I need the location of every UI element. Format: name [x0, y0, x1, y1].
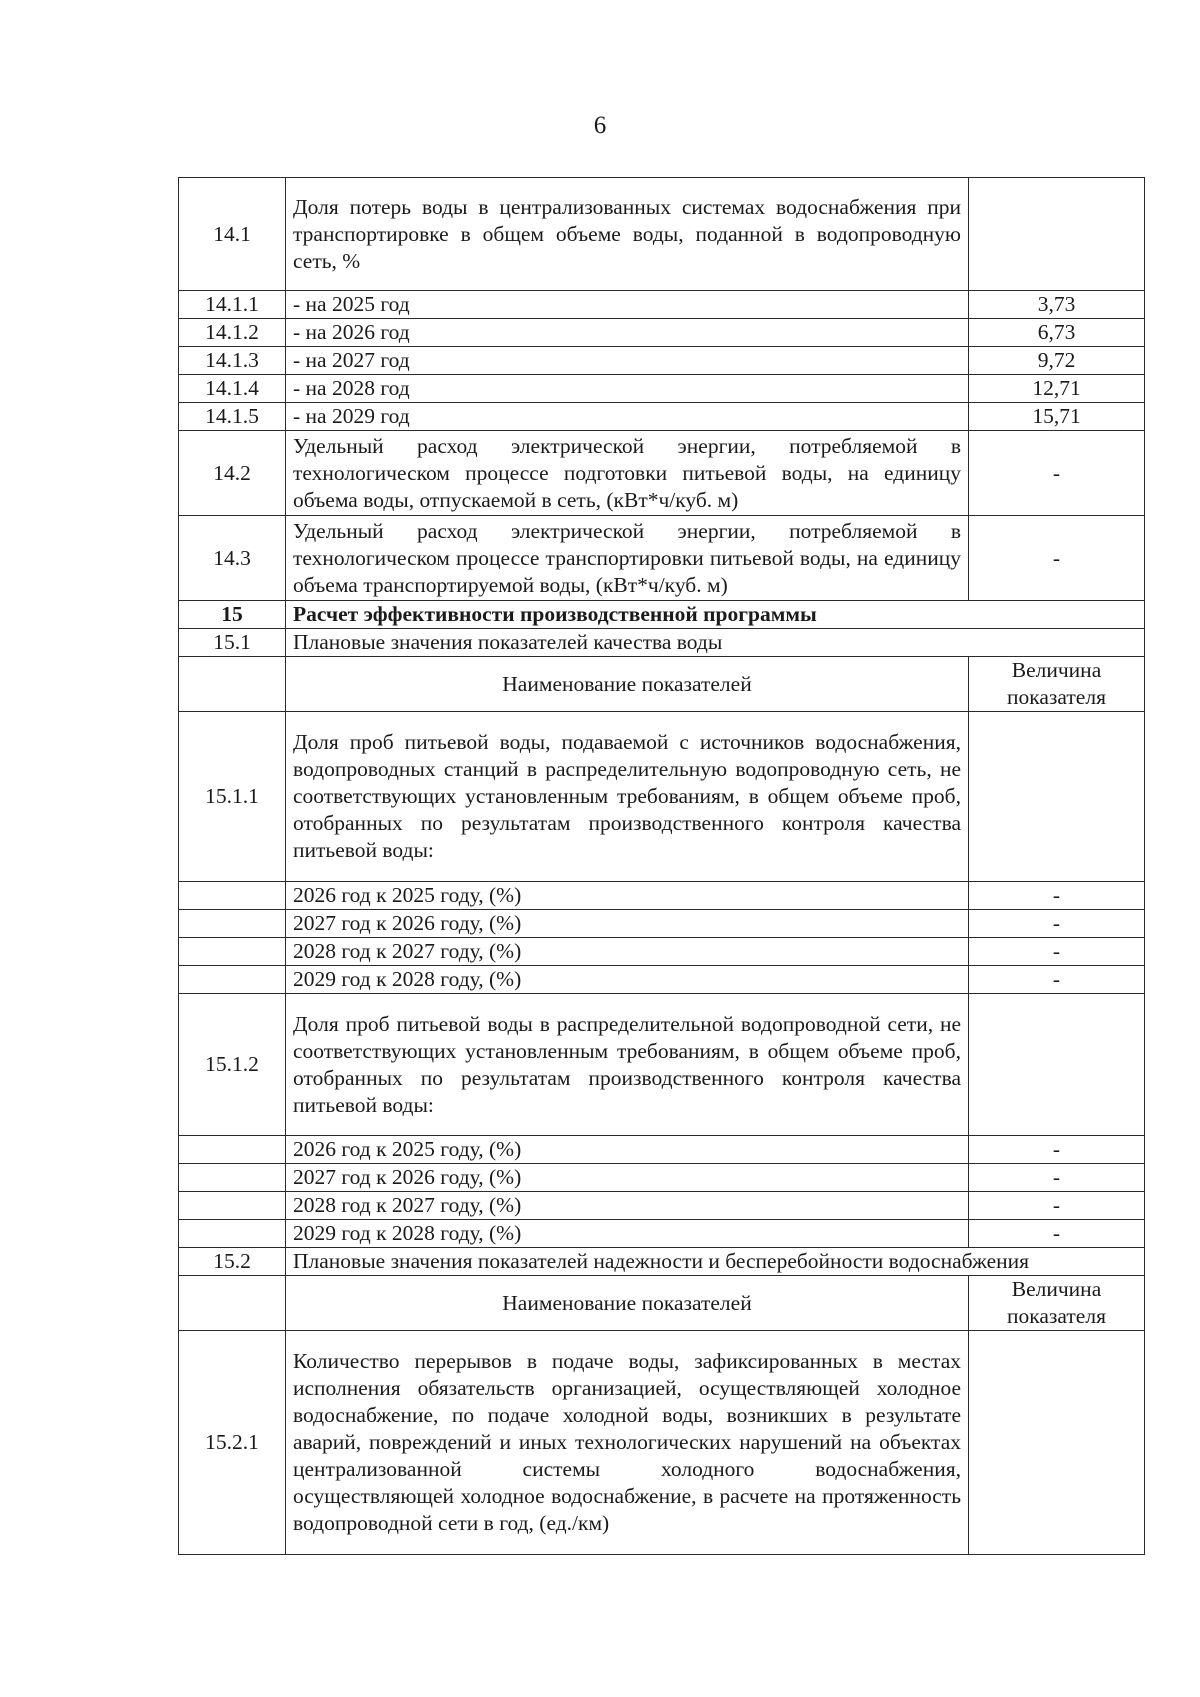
row-value: 6,73	[969, 319, 1145, 347]
table-row	[179, 712, 1145, 882]
section-header-row	[179, 601, 1145, 629]
table-row	[179, 1192, 1145, 1220]
subsection-number: 15.1	[179, 629, 286, 657]
column-header-value: Величина показателя	[969, 1276, 1145, 1331]
empty-cell	[179, 910, 286, 938]
row-value: -	[969, 882, 1145, 910]
table-row	[179, 1164, 1145, 1192]
row-text: Удельный расход электрической энергии, потребляемой в технологическом процессе транспортировки питьевой воды, на единицу объема транспортируемой воды, (кВт*ч/куб. м)	[286, 516, 969, 601]
table-row	[179, 347, 1145, 375]
row-text: 2029 год к 2028 году, (%)	[286, 966, 969, 994]
row-value: -	[969, 516, 1145, 601]
table-row	[179, 966, 1145, 994]
table-row	[179, 994, 1145, 1136]
subsection-number: 15.2	[179, 1248, 286, 1276]
empty-cell	[179, 938, 286, 966]
section-title: Расчет эффективности производственной программы	[286, 601, 1145, 629]
table-row	[179, 178, 1145, 291]
row-number: 15.1.2	[179, 994, 286, 1136]
table-row	[179, 938, 1145, 966]
row-text: 2026 год к 2025 году, (%)	[286, 1136, 969, 1164]
column-header-name: Наименование показателей	[286, 1276, 969, 1331]
row-value: -	[969, 966, 1145, 994]
page-number: 6	[593, 112, 607, 139]
column-header-row	[179, 1276, 1145, 1331]
row-text: - на 2029 год	[286, 403, 969, 431]
row-number: 14.1	[179, 178, 286, 291]
row-number: 15.1.1	[179, 712, 286, 882]
row-value: -	[969, 431, 1145, 516]
row-value	[969, 712, 1145, 882]
table-row	[179, 516, 1145, 601]
row-text: Доля проб питьевой воды в распределительной водопроводной сети, не соответствующих установленным требованиям, в общем объеме проб, отобранных по результатам производственного контроля качества питьевой воды:	[286, 994, 969, 1136]
table-row	[179, 1136, 1145, 1164]
row-value: -	[969, 1136, 1145, 1164]
row-value: -	[969, 1164, 1145, 1192]
table-row	[179, 403, 1145, 431]
empty-cell	[179, 1136, 286, 1164]
column-header-value: Величина показателя	[969, 657, 1145, 712]
row-number: 15.2.1	[179, 1331, 286, 1555]
section-number: 15	[179, 601, 286, 629]
column-header-name: Наименование показателей	[286, 657, 969, 712]
row-number: 14.3	[179, 516, 286, 601]
row-value: -	[969, 910, 1145, 938]
table-row	[179, 291, 1145, 319]
empty-cell	[179, 1192, 286, 1220]
table-row	[179, 375, 1145, 403]
row-value	[969, 994, 1145, 1136]
empty-cell	[179, 657, 286, 712]
row-text: - на 2027 год	[286, 347, 969, 375]
row-text: Доля потерь воды в централизованных системах водоснабжения при транспортировке в общем объеме воды, поданной в водопроводную сеть, %	[286, 178, 969, 291]
row-number: 14.1.4	[179, 375, 286, 403]
empty-cell	[179, 1276, 286, 1331]
row-text: - на 2025 год	[286, 291, 969, 319]
empty-cell	[179, 966, 286, 994]
row-text: Количество перерывов в подаче воды, зафиксированных в местах исполнения обязательств организацией, осуществляющей холодное водоснабжение, по подаче холодной воды, возникших в результате аварий, повреждений и иных технологических нарушений на объектах централизованной системы холодного водоснабжения, осуществляющей холодное водоснабжение, в расчете на протяженность водопроводной сети в год, (ед./км)	[286, 1331, 969, 1555]
table-row	[179, 319, 1145, 347]
row-value: -	[969, 1192, 1145, 1220]
row-number: 14.1.5	[179, 403, 286, 431]
row-text: 2027 год к 2026 году, (%)	[286, 1164, 969, 1192]
table-row	[179, 910, 1145, 938]
table-row	[179, 1331, 1145, 1555]
subsection-title: Плановые значения показателей качества воды	[286, 629, 1145, 657]
row-text: - на 2028 год	[286, 375, 969, 403]
subsection-row	[179, 629, 1145, 657]
row-number: 14.1.3	[179, 347, 286, 375]
table-row	[179, 882, 1145, 910]
empty-cell	[179, 1220, 286, 1248]
row-text: 2028 год к 2027 году, (%)	[286, 938, 969, 966]
row-number: 14.1.2	[179, 319, 286, 347]
row-value	[969, 1331, 1145, 1555]
row-value: 3,73	[969, 291, 1145, 319]
row-text: Доля проб питьевой воды, подаваемой с источников водоснабжения, водопроводных станций в распределительную водопроводную сеть, не соответствующих установленным требованиям, в общем объеме проб, отобранных по результатам производственного контроля качества питьевой воды:	[286, 712, 969, 882]
row-value: -	[969, 938, 1145, 966]
row-value: 15,71	[969, 403, 1145, 431]
table-row	[179, 431, 1145, 516]
row-text: 2028 год к 2027 году, (%)	[286, 1192, 969, 1220]
subsection-row	[179, 1248, 1145, 1276]
row-text: 2027 год к 2026 году, (%)	[286, 910, 969, 938]
row-text: - на 2026 год	[286, 319, 969, 347]
row-number: 14.2	[179, 431, 286, 516]
column-header-row	[179, 657, 1145, 712]
table-row	[179, 1220, 1145, 1248]
empty-cell	[179, 1164, 286, 1192]
row-value: 9,72	[969, 347, 1145, 375]
indicators-table	[178, 177, 1145, 1555]
row-text: Удельный расход электрической энергии, потребляемой в технологическом процессе подготовки питьевой воды, на единицу объема воды, отпускаемой в сеть, (кВт*ч/куб. м)	[286, 431, 969, 516]
row-value	[969, 178, 1145, 291]
row-value: 12,71	[969, 375, 1145, 403]
row-number: 14.1.1	[179, 291, 286, 319]
row-value: -	[969, 1220, 1145, 1248]
row-text: 2029 год к 2028 году, (%)	[286, 1220, 969, 1248]
subsection-title: Плановые значения показателей надежности и бесперебойности водоснабжения	[286, 1248, 1145, 1276]
empty-cell	[179, 882, 286, 910]
row-text: 2026 год к 2025 году, (%)	[286, 882, 969, 910]
